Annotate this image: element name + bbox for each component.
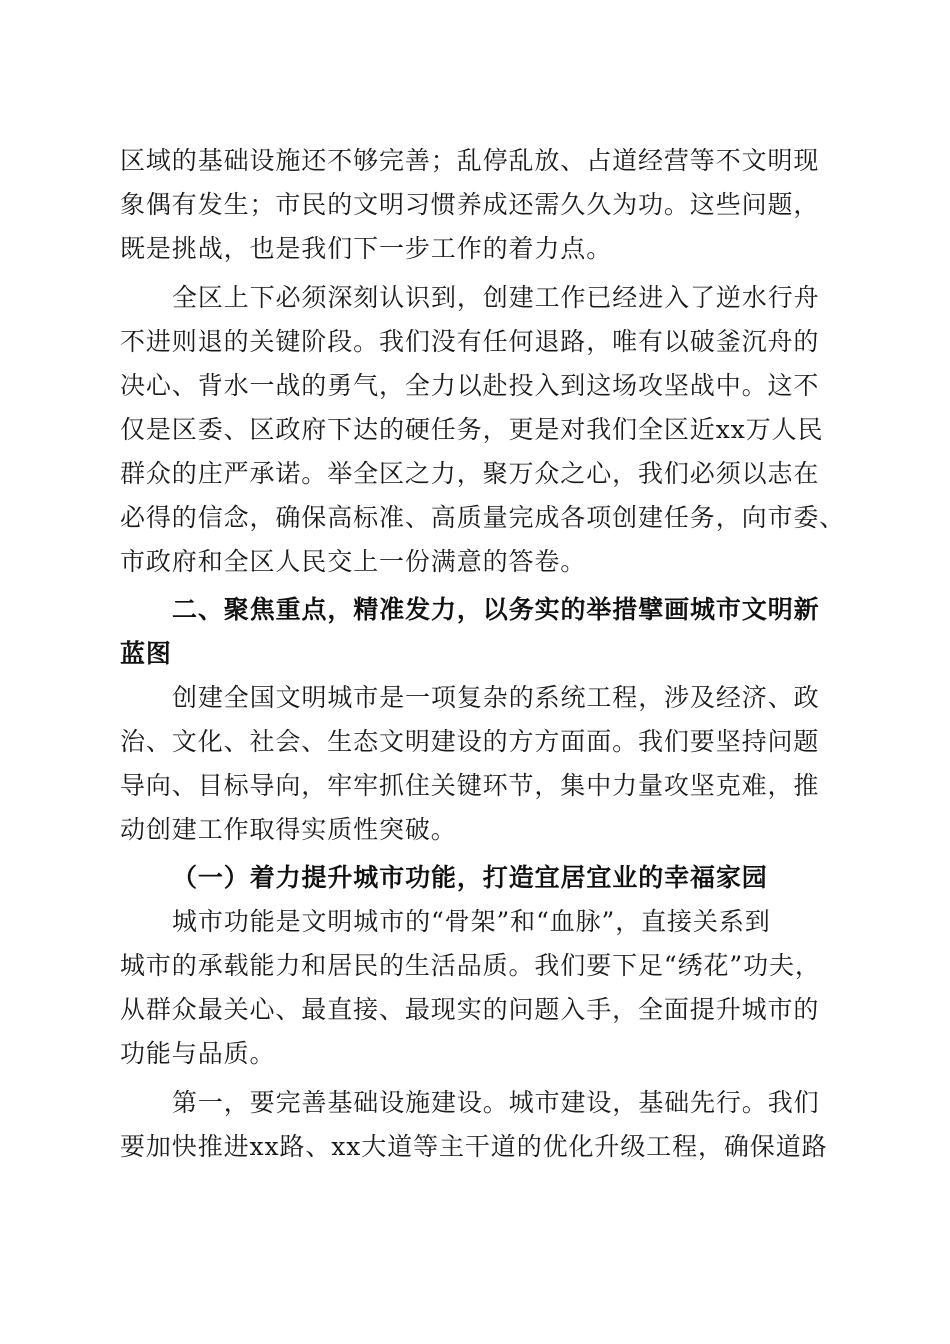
paragraph-line: 城市的承载能力和居民的生活品质。我们要下足“绣花”功夫， <box>120 951 821 980</box>
paragraph-line: 要加快推进xx路、xx大道等主干道的优化升级工程，确保道路 <box>120 1132 828 1161</box>
section-heading: 二、聚焦重点，精准发力，以务实的举措擘画城市文明新 <box>172 595 820 624</box>
paragraph-line: 市政府和全区人民交上一份满意的答卷。 <box>120 547 587 576</box>
paragraph-first-line: 城市功能是文明城市的“骨架”和“血脉”，直接关系到 <box>172 907 771 936</box>
paragraph-line: 动创建工作取得实质性突破。 <box>120 815 457 844</box>
paragraph-line: 区域的基础设施还不够完善；乱停乱放、占道经营等不文明现 <box>120 146 820 175</box>
paragraph-line: 仅是区委、区政府下达的硬任务，更是对我们全区近xx万人民 <box>120 415 824 444</box>
paragraph-line: 治、文化、社会、生态文明建设的方方面面。我们要坚持问题 <box>120 727 820 756</box>
paragraph-first-line: 创建全国文明城市是一项复杂的系统工程，涉及经济、政 <box>172 683 820 712</box>
section-heading-continued: 蓝图 <box>120 639 172 668</box>
paragraph-line: 导向、目标导向，牢牢抓住关键环节，集中力量攻坚克难，推 <box>120 771 820 800</box>
paragraph-first-line: 第一，要完善基础设施建设。城市建设，基础先行。我们 <box>172 1088 820 1117</box>
paragraph-line: 象偶有发生；市民的文明习惯养成还需久久为功。这些问题， <box>120 190 820 219</box>
paragraph-line: 群众的庄严承诺。举全区之力，聚万众之心，我们必须以志在 <box>120 459 820 488</box>
paragraph-line: 决心、背水一战的勇气，全力以赴投入到这场攻坚战中。这不 <box>120 371 820 400</box>
paragraph-line: 既是挑战，也是我们下一步工作的着力点。 <box>120 234 613 263</box>
paragraph-first-line: 全区上下必须深刻认识到，创建工作已经进入了逆水行舟 <box>172 283 820 312</box>
paragraph-line: 必得的信念，确保高标准、高质量完成各项创建任务，向市委、 <box>120 503 846 532</box>
paragraph-line: 功能与品质。 <box>120 1039 276 1068</box>
paragraph-line: 不进则退的关键阶段。我们没有任何退路，唯有以破釜沉舟的 <box>120 327 820 356</box>
subsection-heading: （一）着力提升城市功能，打造宜居宜业的幸福家园 <box>172 863 768 892</box>
paragraph-line: 从群众最关心、最直接、最现实的问题入手，全面提升城市的 <box>120 995 820 1024</box>
